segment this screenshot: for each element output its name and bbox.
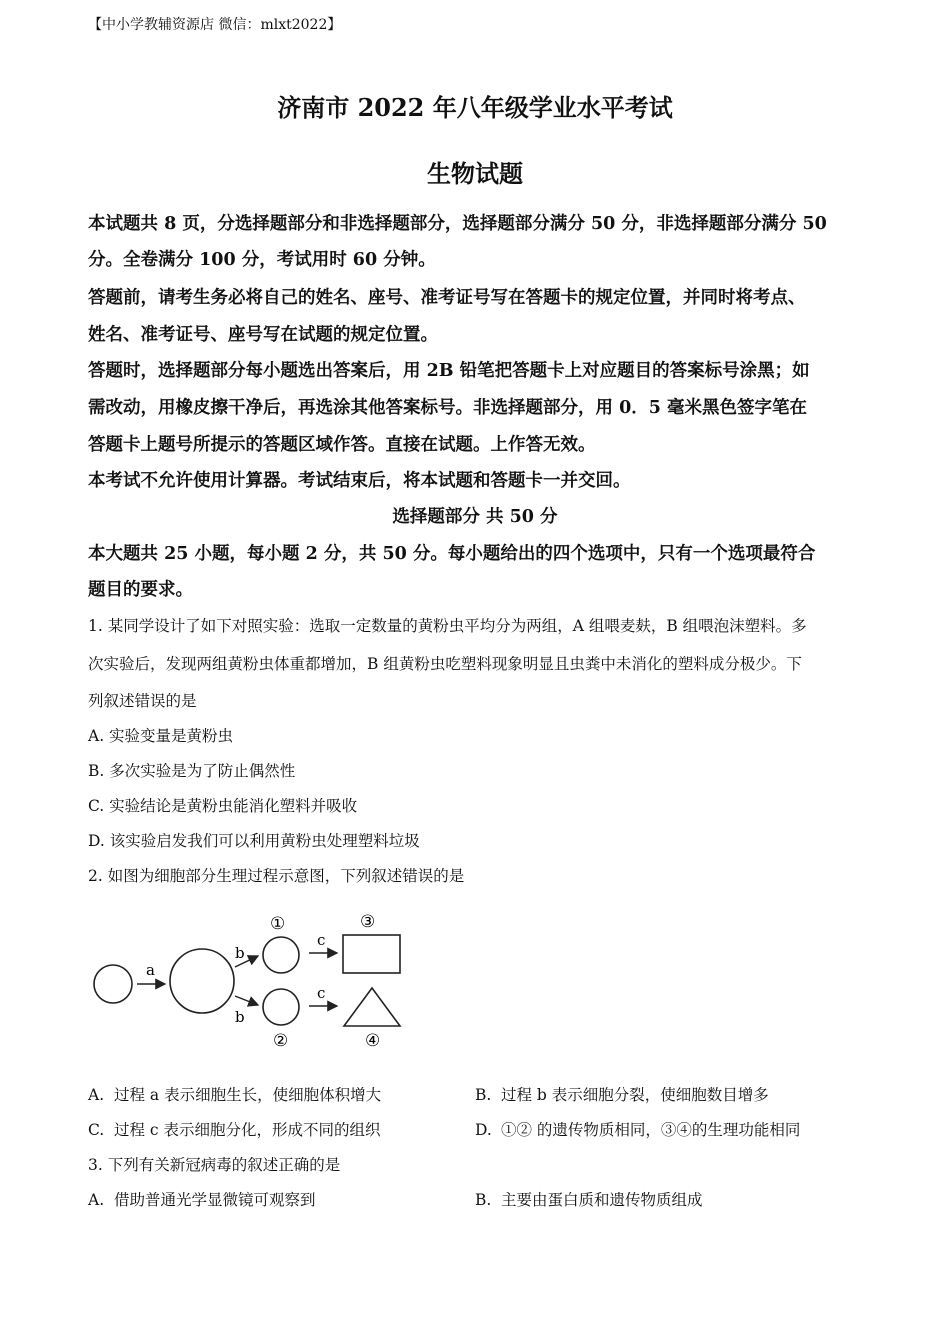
instruction-line: 答题时，选择题部分每小题选出答案后，用 2B 铅笔把答题卡上对应题目的答案标号涂黑；如 [88,361,810,381]
label-a: a [146,961,155,979]
label-b-bottom: b [235,1008,245,1026]
instruction-line: 需改动，用橡皮擦干净后，再选涂其他答案标号。非选择题部分，用 0．5 毫米黑色签字笔在 [88,398,808,418]
number-3: ③ [360,912,376,932]
number-4: ④ [365,1031,381,1051]
question-2-stem: 2. 如图为细胞部分生理过程示意图，下列叙述错误的是 [88,867,465,885]
label-c-top: c [317,931,326,949]
q1-option-d: D. 该实验启发我们可以利用黄粉虫处理塑料垃圾 [88,832,420,850]
instruction-line: 答题卡上题号所提示的答题区域作答。直接在试题。上作答无效。 [88,435,596,455]
cell-2 [263,989,299,1025]
question-3-stem: 3. 下列有关新冠病毒的叙述正确的是 [88,1156,341,1174]
instruction-line: 姓名、准考证号、座号写在试题的规定位置。 [88,325,438,345]
question-1-stem: 1. 某同学设计了如下对照实验：选取一定数量的黄粉虫平均分为两组，A 组喂麦麸，B 组喂泡沫塑料。多 [88,617,807,635]
q2-option-a: A. 过程 a 表示细胞生长，使细胞体积增大 [88,1086,382,1104]
page-header: 【中小学教辅资源店 微信：mlxt2022】 [88,17,342,33]
question-1-stem: 次实验后，发现两组黄粉虫体重都增加，B 组黄粉虫吃塑料现象明显且虫粪中未消化的塑料成分极少。下 [88,655,802,673]
instruction-line: 本试题共 8 页，分选择题部分和非选择题部分，选择题部分满分 50 分，非选择题部分满分 50 [88,214,827,234]
exam-title: 济南市 2022 年八年级学业水平考试 [277,93,673,122]
small-cell [94,965,132,1003]
question-1-stem: 列叙述错误的是 [88,692,197,710]
label-c-bottom: c [317,984,326,1002]
cell-process-diagram [80,905,420,1055]
label-b-top: b [235,944,245,962]
tissue-triangle [344,988,400,1026]
q3-option-a: A. 借助普通光学显微镜可观察到 [88,1191,316,1209]
number-2: ② [273,1031,289,1051]
cell-1 [263,937,299,973]
section-title: 选择题部分 共 50 分 [392,507,558,527]
instruction-line: 本考试不允许使用计算器。考试结束后，将本试题和答题卡一并交回。 [88,471,631,491]
exam-subtitle: 生物试题 [427,159,523,188]
q2-option-d: D. ①② 的遗传物质相同，③④的生理功能相同 [475,1121,801,1139]
q1-option-b: B. 多次实验是为了防止偶然性 [88,762,296,780]
tissue-rectangle [343,935,400,973]
instruction-line: 答题前，请考生务必将自己的姓名、座号、准考证号写在答题卡的规定位置，并同时将考点、 [88,288,806,308]
section-desc: 题目的要求。 [88,580,193,600]
number-1: ① [270,914,286,934]
q1-option-c: C. 实验结论是黄粉虫能消化塑料并吸收 [88,797,358,815]
q3-option-b: B. 主要由蛋白质和遗传物质组成 [475,1191,703,1209]
section-desc: 本大题共 25 小题，每小题 2 分，共 50 分。每小题给出的四个选项中，只有一个选项最符合 [88,544,816,564]
q2-option-b: B. 过程 b 表示细胞分裂，使细胞数目增多 [475,1086,769,1104]
large-cell [170,949,234,1013]
instruction-line: 分。全卷满分 100 分，考试用时 60 分钟。 [88,250,436,270]
q2-option-c: C. 过程 c 表示细胞分化，形成不同的组织 [88,1121,381,1139]
q1-option-a: A. 实验变量是黄粉虫 [88,727,234,745]
